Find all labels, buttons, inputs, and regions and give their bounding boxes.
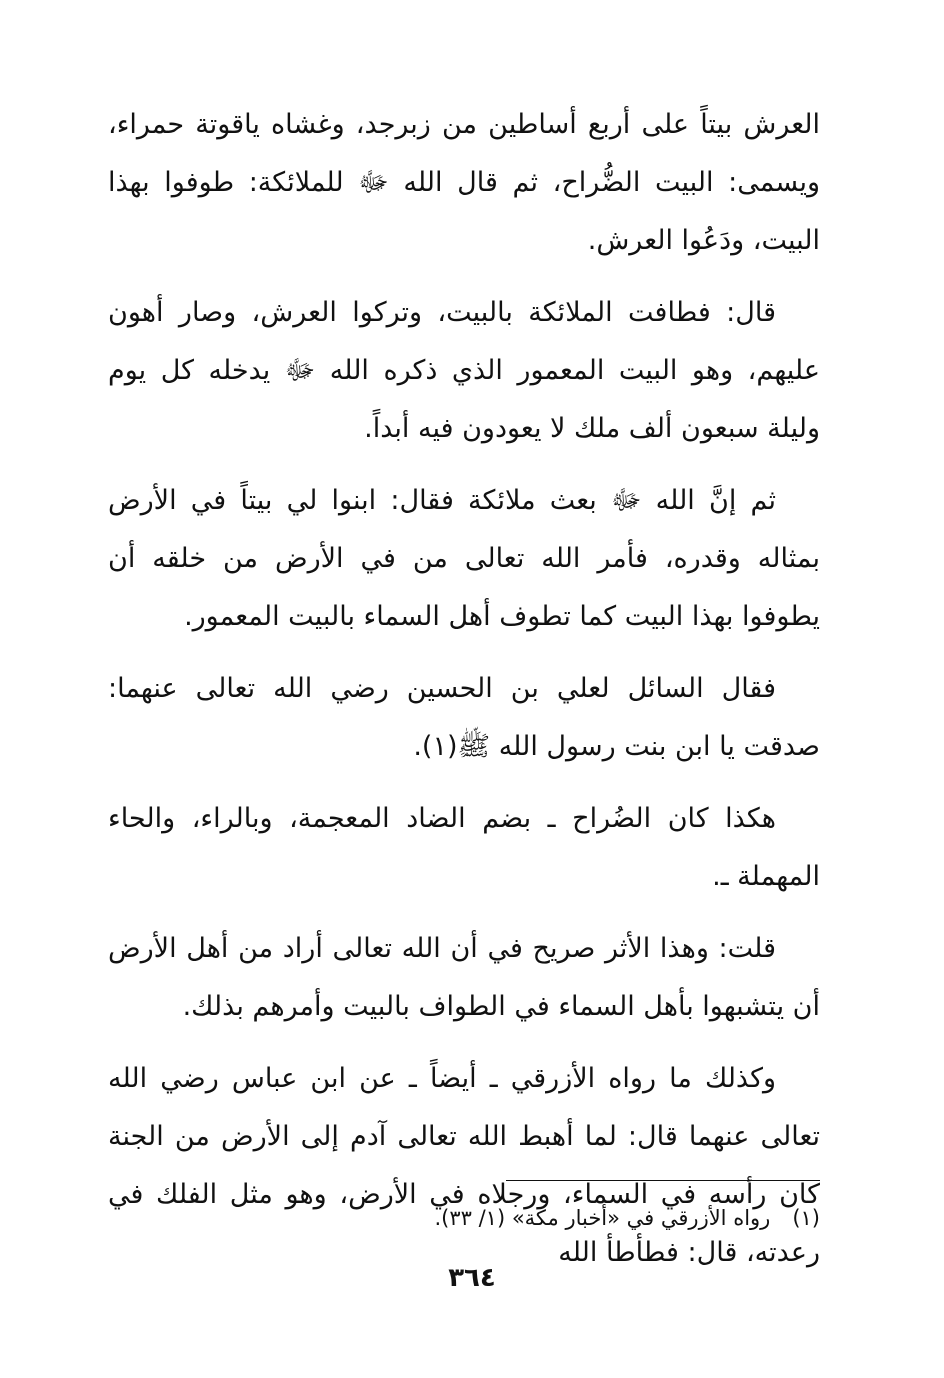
- page-number: ٣٦٤: [448, 1263, 496, 1293]
- paragraph-5: هكذا كان الضُراح ـ بضم الضاد المعجمة، وبالراء، والحاء المهملة ـ.: [108, 803, 820, 892]
- paragraph-7: وكذلك ما رواه الأزرقي ـ أيضاً ـ عن ابن عباس رضي الله تعالى عنهما قال: لما أهبط الله تعالى آدم إلى الأرض من الجنة كان رأسه في السماء، ورجلاه في الأرض، وهو مثل الفلك في رعدته، قال: فطأطأ الله: [108, 1063, 820, 1268]
- footnote-number: (١): [792, 1206, 820, 1230]
- footnote-text: رواه الأزرقي في «أخبار مكة» (١/ ٣٣).: [434, 1206, 771, 1230]
- page-body: [108, 96, 820, 1296]
- paragraph-3: ثم إنَّ الله ﷻ بعث ملائكة فقال: ابنوا لي بيتاً في الأرض بمثاله وقدره، فأمر الله تعالى من في الأرض من خلقه أن يطوفوا بهذا البيت كما تطوف أهل السماء بالبيت المعمور.: [108, 485, 820, 632]
- paragraph-1: العرش بيتاً على أربع أساطين من زبرجد، وغشاه ياقوتة حمراء، ويسمى: البيت الضُّراح، ثم قال الله ﷻ للملائكة: طوفوا بهذا البيت، ودَعُوا العرش.: [108, 109, 820, 256]
- paragraph-4: فقال السائل لعلي بن الحسين رضي الله تعالى عنهما: صدقت يا ابن بنت رسول الله ﷺ(١).: [108, 673, 820, 762]
- footnote-divider: [506, 1180, 820, 1181]
- paragraph-2: قال: فطافت الملائكة بالبيت، وتركوا العرش، وصار أهون عليهم، وهو البيت المعمور الذي ذكره الله ﷻ يدخله كل يوم وليلة سبعون ألف ملك لا يعودون فيه أبداً.: [108, 297, 820, 444]
- paragraph-6: قلت: وهذا الأثر صريح في أن الله تعالى أراد من أهل الأرض أن يتشبهوا بأهل السماء في الطواف بالبيت وأمرهم بذلك.: [108, 933, 820, 1022]
- footnote: [434, 1200, 820, 1236]
